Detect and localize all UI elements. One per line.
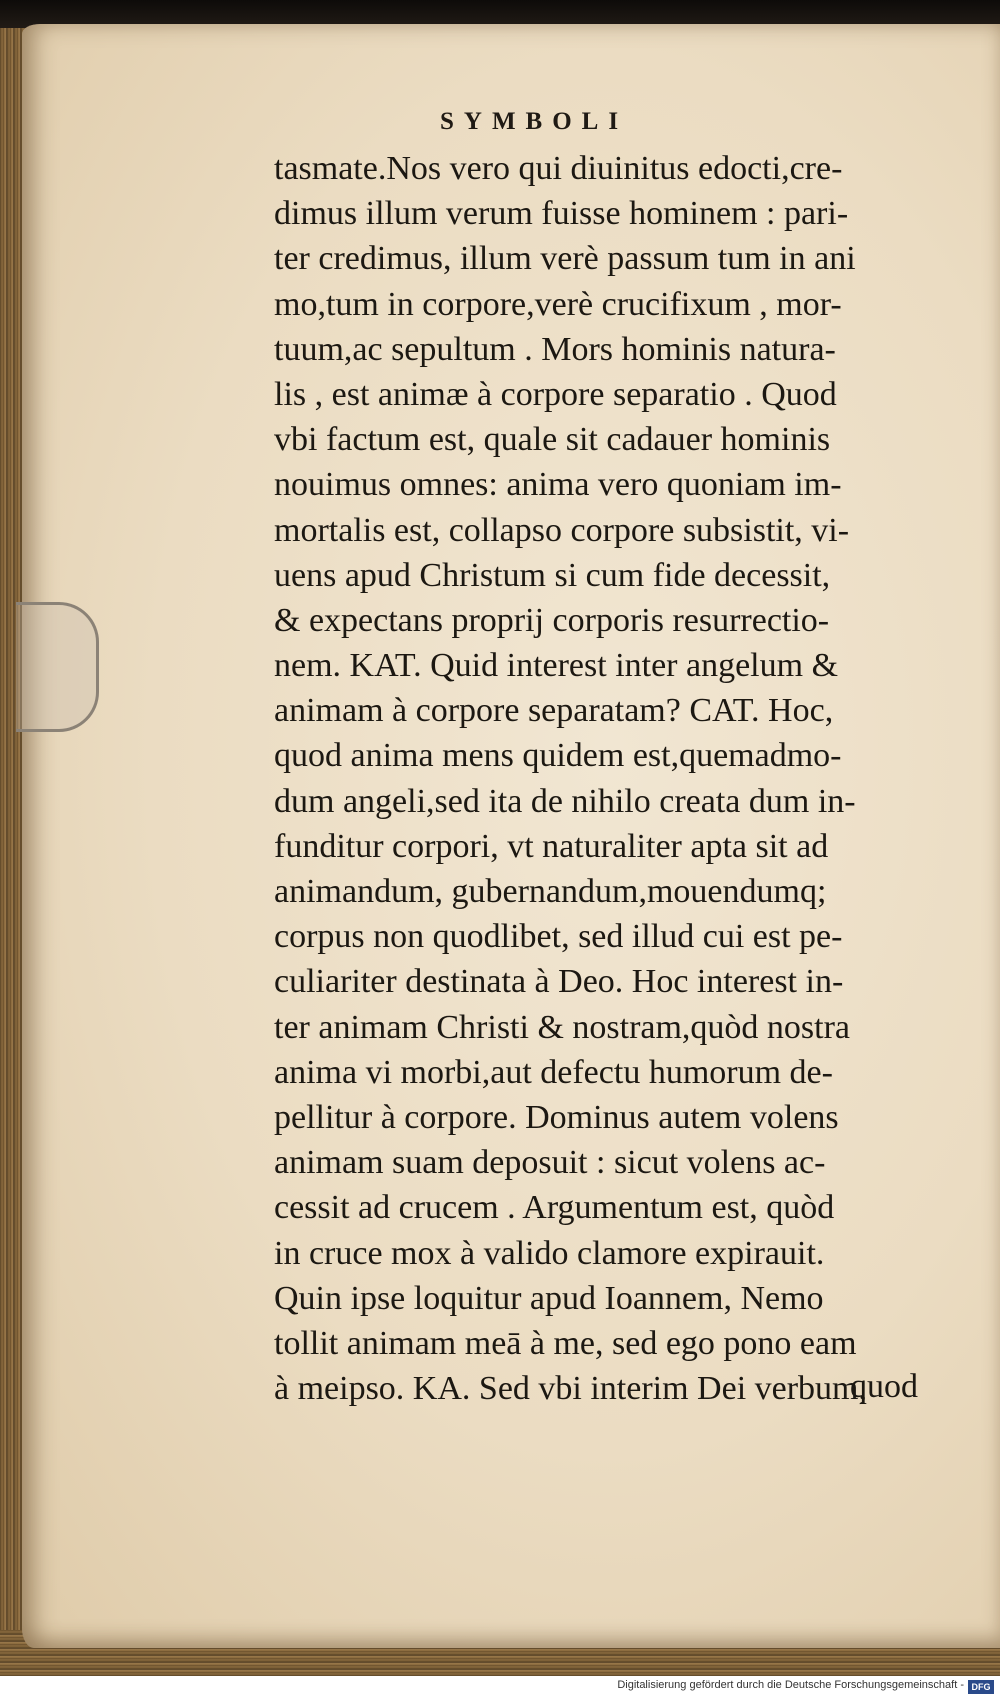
digitization-footer bbox=[0, 1676, 1000, 1699]
catchword: quod bbox=[850, 1368, 918, 1405]
text-line: animam suam deposuit : sicut volens ac- bbox=[274, 1144, 826, 1182]
text-line: animandum, gubernandum,mouendumq; bbox=[274, 873, 827, 910]
text-line: dum angeli,sed ita de nihilo creata dum in- bbox=[274, 782, 856, 820]
text-line: funditur corpori, vt naturaliter apta sit ad bbox=[274, 827, 829, 865]
page-clip bbox=[16, 602, 99, 732]
text-line: culiariter destinata à Deo. Hoc interest in- bbox=[274, 963, 844, 1001]
text-line: tuum,ac sepultum . Mors hominis natura- bbox=[274, 330, 836, 368]
text-line: tasmate.Nos vero qui diuinitus edocti,cre- bbox=[274, 150, 843, 187]
body-text bbox=[274, 146, 954, 1411]
text-line: animam à corpore separatam? CAT. Hoc, bbox=[274, 692, 834, 730]
dfg-logo: DFG bbox=[968, 1680, 994, 1694]
text-line: anima vi morbi,aut defectu humorum de- bbox=[274, 1053, 833, 1091]
text-line: ter credimus, illum verè passum tum in ani bbox=[274, 240, 856, 278]
text-line: ter animam Christi & nostram,quòd nostra bbox=[274, 1008, 851, 1046]
text-line: vbi factum est, quale sit cadauer hominis bbox=[274, 421, 831, 459]
text-line: in cruce mox à valido clamore expirauit. bbox=[274, 1234, 825, 1272]
text-line: pellitur à corpore. Dominus autem volens bbox=[274, 1098, 839, 1136]
text-line: Quin ipse loquitur apud Ioannem, Nemo bbox=[274, 1279, 824, 1317]
text-line: corpus non quodlibet, sed illud cui est pe- bbox=[274, 918, 843, 956]
running-head: SYMBOLI bbox=[440, 108, 629, 135]
text-line: mortalis est, collapso corpore subsistit, vi- bbox=[274, 511, 850, 549]
text-line: nem. KAT. Quid interest inter angelum & bbox=[274, 647, 839, 685]
funding-credit: Digitalisierung gefördert durch die Deutsche Forschungsgemeinschaft - bbox=[617, 1679, 964, 1691]
text-line: dimus illum verum fuisse hominem : pari- bbox=[274, 195, 849, 233]
text-line: uens apud Christum si cum fide decessit, bbox=[274, 556, 831, 594]
text-line: tollit animam meā à me, sed ego pono eam bbox=[274, 1324, 857, 1362]
text-line: cessit ad crucem . Argumentum est, quòd bbox=[274, 1189, 835, 1227]
text-line: & expectans proprij corporis resurrectio- bbox=[274, 601, 830, 639]
text-line: mo,tum in corpore,verè crucifixum , mor- bbox=[274, 285, 842, 323]
text-line: lis , est animæ à corpore separatio . Quod bbox=[274, 375, 837, 413]
text-line: quod anima mens quidem est,quemadmo- bbox=[274, 737, 842, 775]
text-line: à meipso. KA. Sed vbi interim Dei verbum, bbox=[274, 1370, 868, 1408]
text-line: nouimus omnes: anima vero quoniam im- bbox=[274, 466, 842, 504]
